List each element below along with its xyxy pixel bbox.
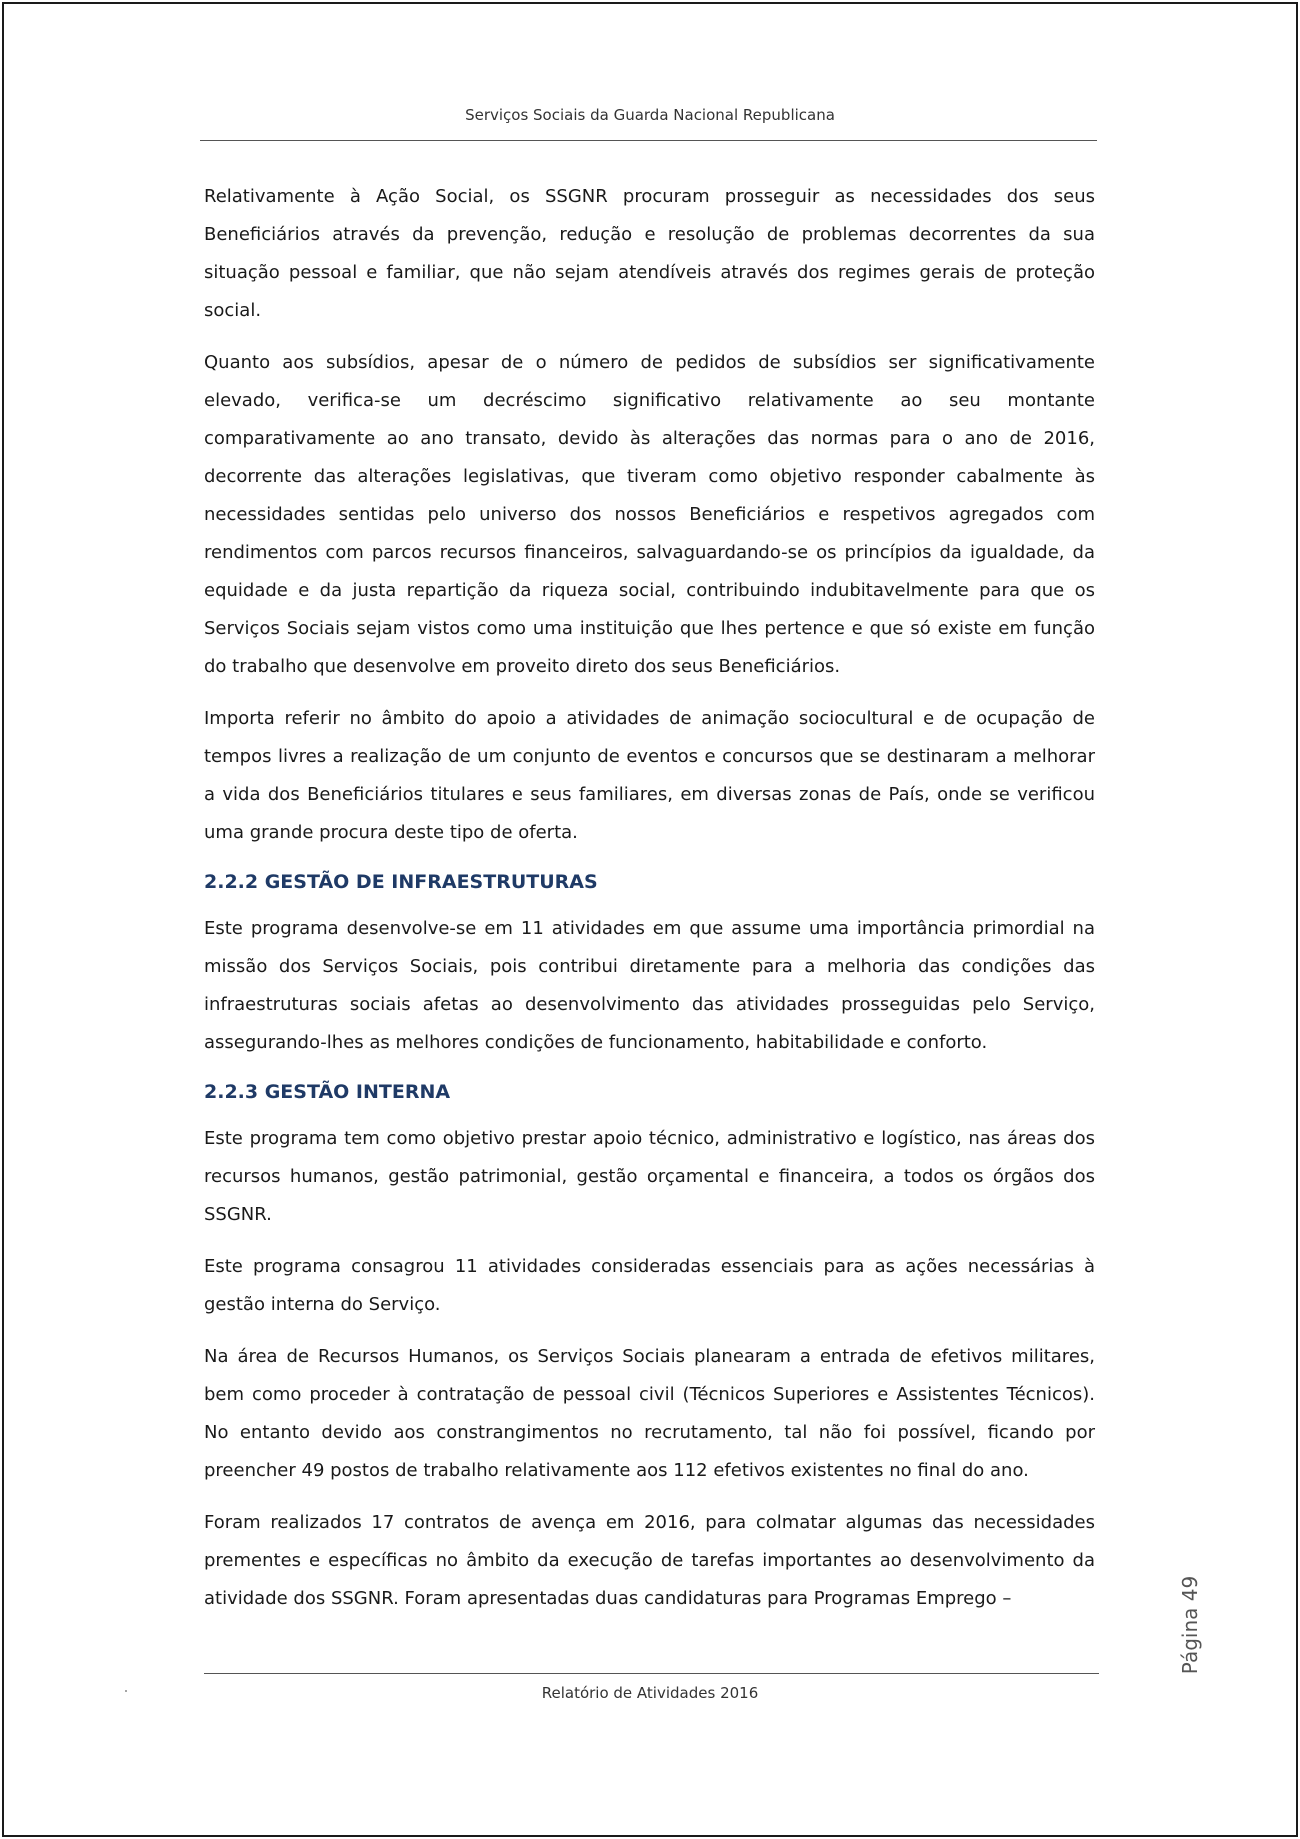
paragraph-subsidios: Quanto aos subsídios, apesar de o número de pedidos de subsídios ser significativamente elevado, verifica-se um decréscimo significativo relativamente ao seu montante comparativamente ao ano transato, devido às alterações das normas para o ano de 2016, decorrente das alterações legislativas, que tiveram como objetivo responder cabalmente às necessidades sentidas pelo universo dos nossos Beneficiários e respetivos agregados com rendimentos com parcos recursos financeiros, salvaguardando-se os princípios da igualdade, da equidade e da justa repartição da riqueza social, contribuindo indubitavelmente para que os Serviços Sociais sejam vistos como uma instituição que lhes pertence e que só existe em função do trabalho que desenvolve em proveito direto dos seus Beneficiários. [204, 352, 1095, 677]
page-number-text: Página 49 [1178, 1575, 1202, 1675]
paragraph-animacao-sociocultural: Importa referir no âmbito do apoio a atividades de animação sociocultural e de ocupação de tempos livres a realização de um conjunto de eventos e concursos que se destinaram a melhorar a vida dos Beneficiários titulares e seus familiares, em diversas zonas de País, onde se verificou uma grande procura deste tipo de oferta. [204, 708, 1095, 843]
footer-title: Relatório de Atividades 2016 [541, 1684, 759, 1702]
paragraph-infraestruturas: Este programa desenvolve-se em 11 atividades em que assume uma importância primordial na missão dos Serviços Sociais, pois contribui diretamente para a melhoria das condições das infraestruturas sociais afetas ao desenvolvimento das atividades prosseguidas pelo Serviço, assegurando-lhes as melhores condições de funcionamento, habitabilidade e conforto. [204, 918, 1095, 1053]
paragraph-recursos-humanos: Na área de Recursos Humanos, os Serviços Sociais planearam a entrada de efetivos militares, bem como proceder à contratação de pessoal civil (Técnicos Superiores e Assistentes Técnicos). No entanto devido aos constrangimentos no recrutamento, tal não foi possível, ficando por preencher 49 postos de trabalho relativamente aos 112 efetivos existentes no final do ano. [204, 1346, 1095, 1481]
paragraph-contratos-avenca: Foram realizados 17 contratos de avença em 2016, para colmatar algumas das necessidades prementes e específicas no âmbito da execução de tarefas importantes ao desenvolvimento da atividade dos SSGNR. Foram apresentadas duas candidaturas para Programas Emprego – [204, 1512, 1095, 1609]
body-content [204, 178, 1095, 1632]
paragraph-acao-social: Relativamente à Ação Social, os SSGNR procuram prosseguir as necessidades dos seus Beneficiários através da prevenção, redução e resolução de problemas decorrentes da sua situação pessoal e familiar, que não sejam atendíveis através dos regimes gerais de proteção social. [204, 186, 1095, 321]
page-number-label [1170, 1560, 1210, 1690]
paragraph-gestao-interna-atividades: Este programa consagrou 11 atividades consideradas essenciais para as ações necessárias à gestão interna do Serviço. [204, 1256, 1095, 1315]
header-rule [200, 140, 1097, 141]
header-title: Serviços Sociais da Guarda Nacional Republicana [465, 106, 835, 124]
section-heading-infraestruturas: 2.2.2 GESTÃO DE INFRAESTRUTURAS [204, 871, 598, 893]
section-heading-gestao-interna: 2.2.3 GESTÃO INTERNA [204, 1081, 451, 1103]
paragraph-gestao-interna-objetivo: Este programa tem como objetivo prestar apoio técnico, administrativo e logístico, nas áreas dos recursos humanos, gestão patrimonial, gestão orçamental e financeira, a todos os órgãos dos SSGNR. [204, 1128, 1095, 1225]
footer-rule [204, 1673, 1099, 1674]
